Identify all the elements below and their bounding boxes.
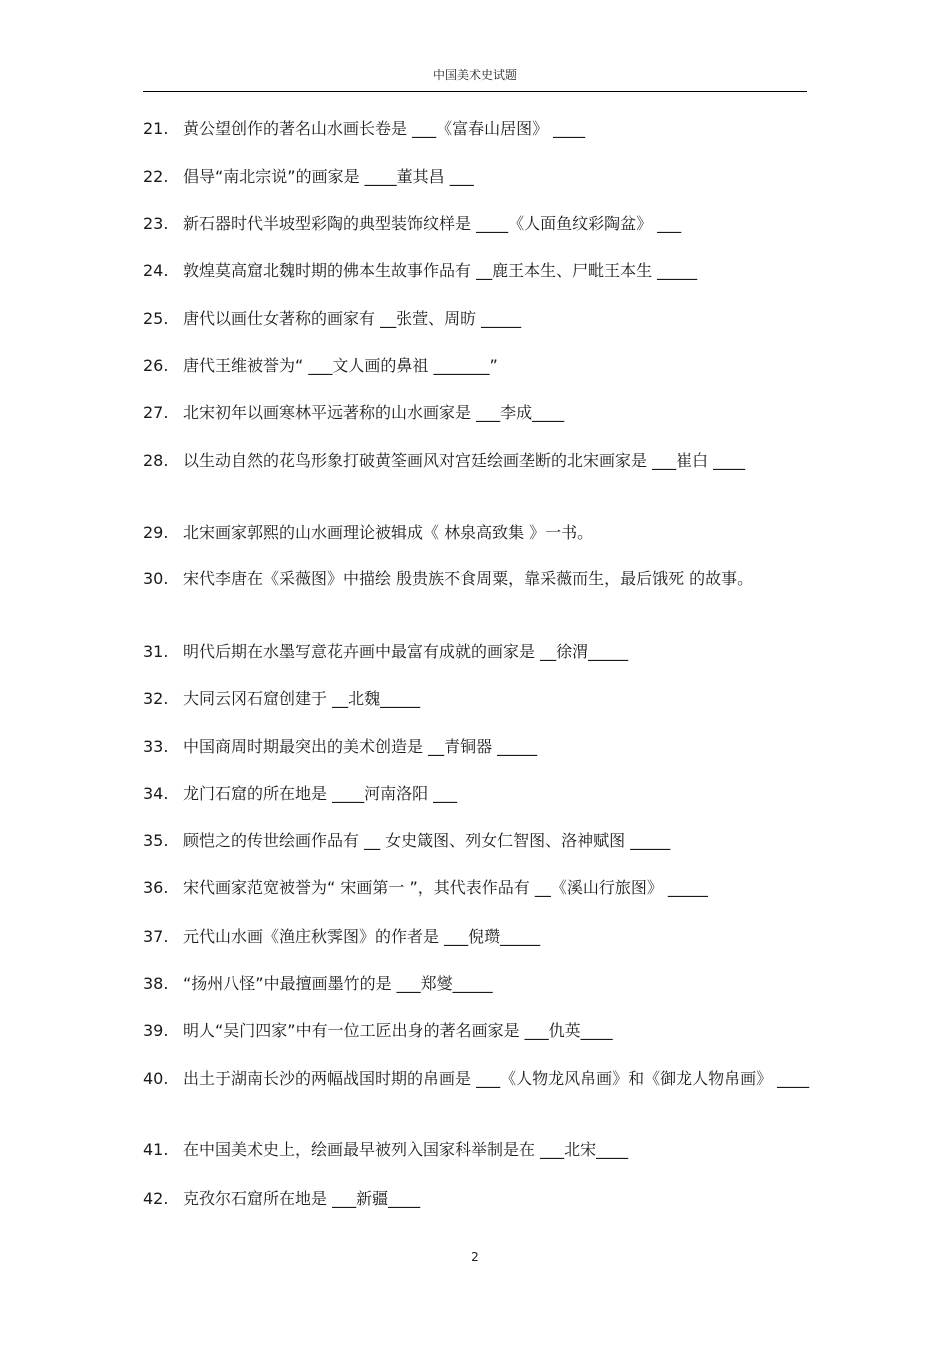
question-number: 42.: [143, 1189, 169, 1208]
question-number: 30.: [143, 569, 169, 588]
question-number: 35.: [143, 831, 169, 850]
question-text: 顾恺之的传世绘画作品有 __ 女史箴图、列女仁智图、洛神赋图 _____: [183, 831, 671, 850]
question-text: 唐代以画仕女著称的画家有 __张萱、周昉 _____: [183, 309, 522, 328]
question-number: 28.: [143, 451, 169, 470]
question-number: 25.: [143, 309, 169, 328]
question-text: “扬州八怪”中最擅画墨竹的是 ___郑燮_____: [183, 974, 493, 993]
header-divider: [143, 91, 807, 92]
question-number: 41.: [143, 1140, 169, 1159]
question-39: [143, 1018, 811, 1044]
question-text: 倡导“南北宗说”的画家是 ____董其昌 ___: [183, 167, 474, 186]
question-42: [143, 1186, 811, 1212]
question-number: 40.: [143, 1069, 169, 1088]
question-number: 24.: [143, 261, 169, 280]
question-number: 37.: [143, 927, 169, 946]
question-28: [143, 448, 811, 474]
question-text: 中国商周时期最突出的美术创造是 __青铜器 _____: [183, 737, 538, 756]
question-22: [143, 164, 811, 190]
question-text: 在中国美术史上，绘画最早被列入国家科举制是在 ___北宋____: [183, 1140, 629, 1159]
question-number: 38.: [143, 974, 169, 993]
question-number: 26.: [143, 356, 169, 375]
question-text: 明代后期在水墨写意花卉画中最富有成就的画家是 __徐渭_____: [183, 642, 629, 661]
question-23: [143, 211, 811, 237]
question-text: 出土于湖南长沙的两幅战国时期的帛画是 ___《人物龙风帛画》和《御龙人物帛画》 ____: [183, 1069, 810, 1088]
question-text: 北宋画家郭熙的山水画理论被辑成《 林泉高致集 》一书。: [183, 523, 594, 542]
question-25: [143, 306, 811, 332]
question-number: 31.: [143, 642, 169, 661]
question-text: 北宋初年以画寒林平远著称的山水画家是 ___李成____: [183, 403, 565, 422]
question-text: 大同云冈石窟创建于 __北魏_____: [183, 689, 421, 708]
question-41: [143, 1137, 811, 1163]
question-number: 32.: [143, 689, 169, 708]
question-40: [143, 1066, 811, 1092]
page-header: 中国美术史试题: [432, 68, 517, 82]
question-number: 27.: [143, 403, 169, 422]
question-text: 唐代王维被誉为“ ___文人画的鼻祖 _______”: [183, 356, 498, 375]
question-number: 36.: [143, 878, 169, 897]
question-text: 元代山水画《渔庄秋霁图》的作者是 ___倪瓒_____: [183, 927, 541, 946]
question-number: 33.: [143, 737, 169, 756]
question-29: [143, 520, 811, 546]
question-text: 宋代画家范宽被誉为“ 宋画第一 ”，其代表作品有 __《溪山行旅图》 _____: [183, 878, 708, 897]
question-30: [143, 566, 811, 592]
question-number: 29.: [143, 523, 169, 542]
question-26: [143, 353, 811, 379]
question-number: 22.: [143, 167, 169, 186]
question-21: [143, 116, 811, 142]
question-text: 龙门石窟的所在地是 ____河南洛阳 ___: [183, 784, 458, 803]
question-text: 以生动自然的花鸟形象打破黄筌画风对宫廷绘画垄断的北宋画家是 ___崔白 ____: [183, 451, 746, 470]
question-31: [143, 639, 811, 665]
question-34: [143, 781, 811, 807]
question-33: [143, 734, 811, 760]
question-27: [143, 400, 811, 426]
question-number: 21.: [143, 119, 169, 138]
question-number: 39.: [143, 1021, 169, 1040]
question-32: [143, 686, 811, 712]
question-text: 黄公望创作的著名山水画长卷是 ___《富春山居图》 ____: [183, 119, 586, 138]
question-text: 明人“吴门四家”中有一位工匠出身的著名画家是 ___仇英____: [183, 1021, 613, 1040]
question-37: [143, 924, 811, 950]
page-number: 2: [471, 1250, 479, 1264]
question-text: 敦煌莫高窟北魏时期的佛本生故事作品有 __鹿王本生、尸毗王本生 _____: [183, 261, 698, 280]
question-24: [143, 258, 811, 284]
question-text: 宋代李唐在《采薇图》中描绘 殷贵族不食周粟，靠采薇而生，最后饿死 的故事。: [183, 569, 754, 588]
question-38: [143, 971, 811, 997]
question-text: 克孜尔石窟所在地是 ___新疆____: [183, 1189, 421, 1208]
question-number: 23.: [143, 214, 169, 233]
question-36: [143, 875, 811, 901]
question-35: [143, 828, 811, 854]
question-text: 新石器时代半坡型彩陶的典型装饰纹样是 ____《人面鱼纹彩陶盆》 ___: [183, 214, 682, 233]
question-number: 34.: [143, 784, 169, 803]
